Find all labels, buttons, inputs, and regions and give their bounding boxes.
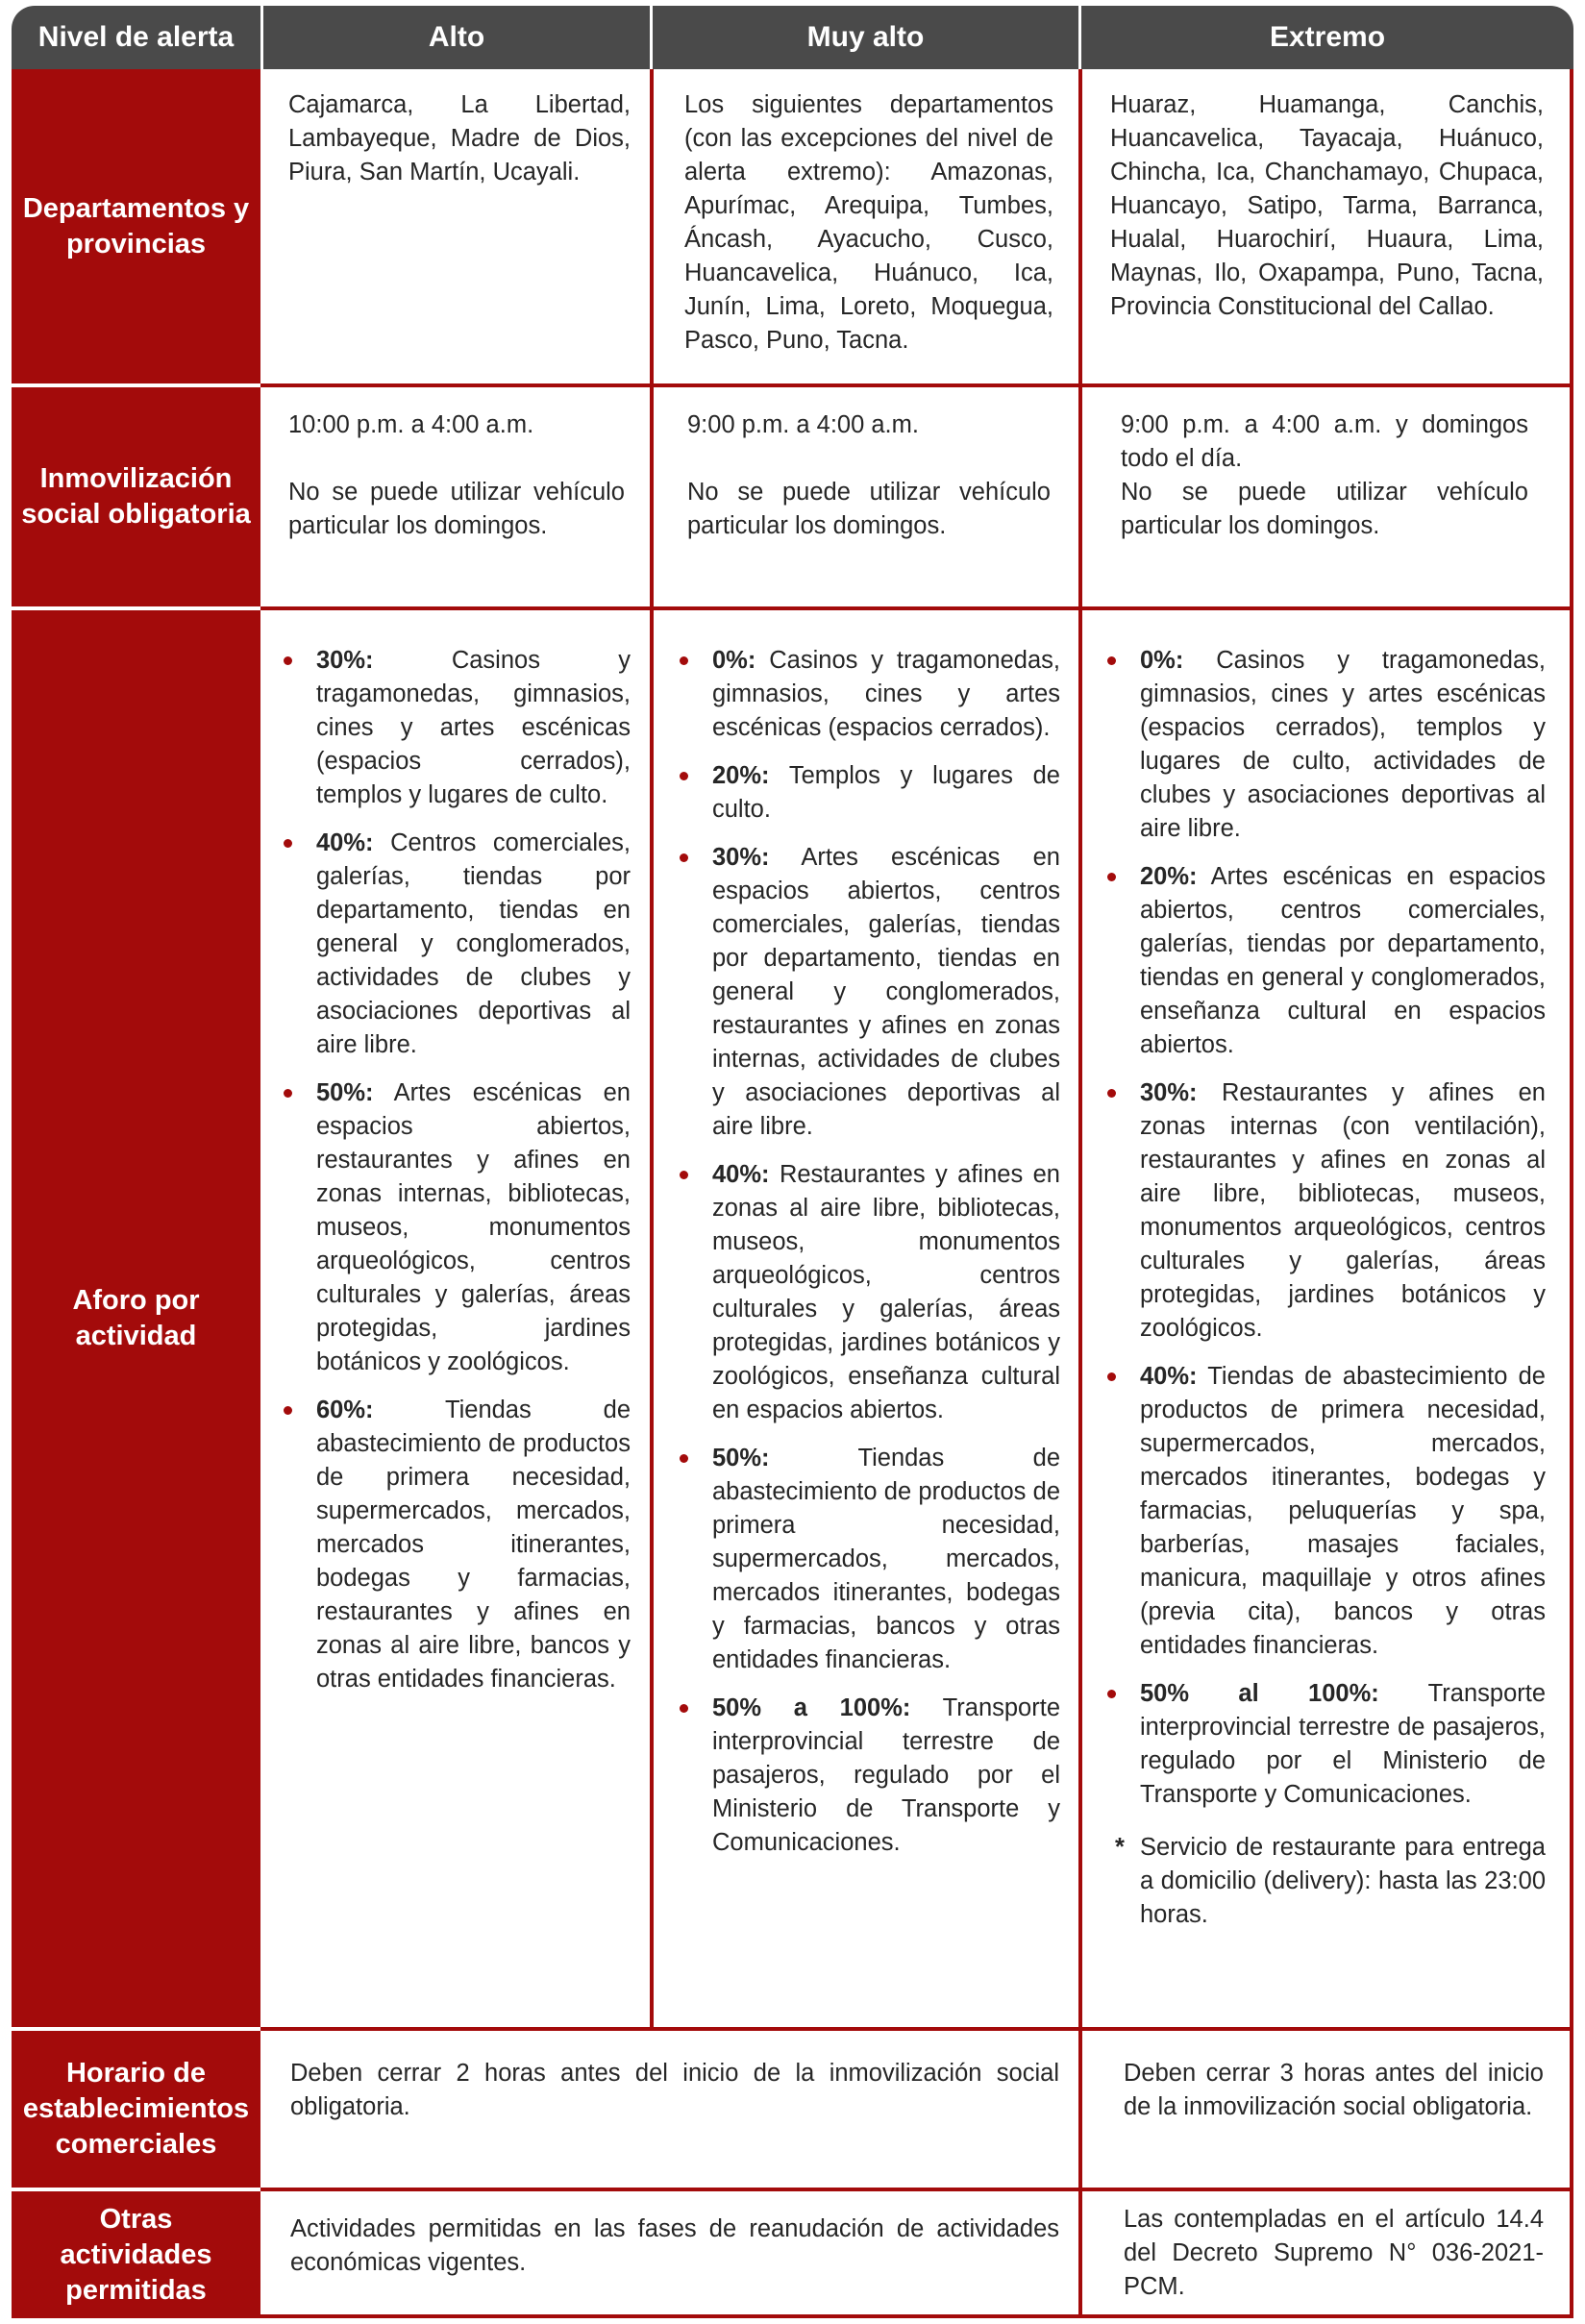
row-divider (260, 2188, 1573, 2191)
header-label: Alto (428, 21, 485, 53)
row-divider (260, 2027, 1573, 2031)
capacity-percentage: 20%: (712, 762, 770, 789)
capacity-item (282, 1076, 631, 1379)
column-divider (1078, 69, 1082, 2027)
row-divider (260, 606, 1573, 610)
capacity-activities: Artes escénicas en espacios abiertos, centros comerciales, galerías, tiendas por departamento, tiendas en general y conglomerados, restaurantes y afines en zonas internas, actividades de clubes y asociaciones deportivas al aire libre. (712, 844, 1060, 1140)
cell-departamentos-extremo (1110, 88, 1544, 324)
capacity-percentage: 30%: (1140, 1079, 1198, 1106)
capacity-list (282, 644, 631, 1696)
capacity-activities: Restaurantes y afines en zonas internas (con ventilación), restaurantes y afines en zonas al aire libre, bibliotecas, museos, monumentos arqueológicos, centros culturales y galerías, áreas protegidas, jardines botánicos y zoológicos. (1140, 1079, 1546, 1342)
curfew-hours: 9:00 p.m. a 4:00 a.m. (687, 411, 919, 438)
row-label-departamentos (12, 69, 260, 383)
column-divider (650, 69, 654, 2027)
capacity-percentage: 20%: (1140, 863, 1198, 890)
capacity-activities: Casinos y tragamonedas, gimnasios, cines y artes escénicas (espacios cerrados), templos y lugares de culto. (316, 647, 631, 808)
curfew-hours: 10:00 p.m. a 4:00 a.m. (288, 411, 534, 438)
capacity-item (678, 1158, 1060, 1427)
cell-text: Cajamarca, La Libertad, Lambayeque, Madre de Dios, Piura, San Martín, Ucayali. (288, 91, 631, 185)
header-alto (263, 6, 650, 69)
delivery-note-text: Servicio de restaurante para entrega a domicilio (delivery): hasta las 23:00 horas. (1140, 1834, 1546, 1928)
row-divider (260, 383, 1573, 387)
asterisk-mark: * (1115, 1834, 1125, 1861)
capacity-item (678, 759, 1060, 827)
cell-horario-alto-muy-alto (290, 2057, 1059, 2124)
capacity-percentage: 50%: (712, 1445, 770, 1471)
capacity-activities: Casinos y tragamonedas, gimnasios, cines y artes escénicas (espacios cerrados). (712, 647, 1060, 741)
capacity-item (1105, 644, 1546, 846)
capacity-activities: Transporte interprovincial terrestre de pasajeros, regulado por el Ministerio de Transporte y Comunicaciones. (712, 1694, 1060, 1856)
capacity-item (678, 841, 1060, 1144)
capacity-activities: Transporte interprovincial terrestre de pasajeros, regulado por el Ministerio de Transporte y Comunicaciones. (1140, 1680, 1547, 1808)
cell-departamentos-muy-alto (684, 88, 1053, 358)
header-label: Muy alto (806, 21, 925, 53)
capacity-activities: Artes escénicas en espacios abiertos, restaurantes y afines en zonas internas, bibliotecas, museos, monumentos arqueológicos, centros culturales y galerías, áreas protegidas, jardines botánicos y zoológicos. (316, 1079, 631, 1375)
capacity-activities: Centros comerciales, galerías, tiendas por departamento, tiendas en general y conglomerados, actividades de clubes y asociaciones deportivas al aire libre. (316, 829, 631, 1058)
capacity-percentage: 40%: (712, 1161, 770, 1188)
capacity-percentage: 60%: (316, 1397, 374, 1423)
cell-text: Actividades permitidas en las fases de reanudación de actividades económicas vigentes. (290, 2215, 1059, 2276)
alert-levels-table (12, 6, 1573, 2318)
header-label: Extremo (1269, 21, 1386, 53)
row-label-text: Horario de establecimientos comerciales (22, 2058, 250, 2160)
cell-text: Huaraz, Huamanga, Canchis, Huancavelica, Tayacaja, Huánuco, Chincha, Ica, Chanchamayo, Chupaca, Huancayo, Satipo, Tarma, Barranca, Hualal, Huarochirí, Huaura, Lima, Maynas, Ilo, Oxapampa, Puno, Tacna, Provincia Constitucional del Callao. (1110, 91, 1544, 320)
capacity-item (1105, 1360, 1546, 1663)
row-label-inmovilizacion (12, 387, 260, 606)
cell-inmovilizacion-extremo (1121, 408, 1528, 543)
row-label-horario (12, 2031, 260, 2188)
capacity-activities: Templos y lugares de culto. (712, 762, 1060, 823)
cell-text: Las contempladas en el artículo 14.4 del Decreto Supremo N° 036-2021-PCM. (1124, 2206, 1544, 2300)
capacity-item (678, 1442, 1060, 1677)
capacity-item (1105, 860, 1546, 1062)
capacity-item (1105, 1677, 1546, 1812)
capacity-activities: Tiendas de abastecimiento de productos de primera necesidad, supermercados, mercados, mercados itinerantes, bodegas y farmacias, bancos y otras entidades financieras. (712, 1445, 1060, 1673)
row-label-aforo (12, 610, 260, 2027)
capacity-percentage: 50% a 100%: (712, 1694, 911, 1721)
capacity-percentage: 30%: (316, 647, 374, 674)
cell-inmovilizacion-alto (288, 408, 625, 543)
capacity-percentage: 0%: (1140, 647, 1184, 674)
capacity-activities: Casinos y tragamonedas, gimnasios, cines y artes escénicas (espacios cerrados), templos y lugares de culto, actividades de clubes y asociaciones deportivas al aire libre. (1140, 647, 1546, 842)
capacity-item (282, 644, 631, 812)
cell-text: Los siguientes departamentos (con las excepciones del nivel de alerta extremo): Amazonas, Apurímac, Arequipa, Tumbes, Áncash, Ayacucho, Cusco, Huancavelica, Huánuco, Ica, Junín, Lima, Loreto, Moquegua, Pasco, Puno, Tacna. (684, 91, 1053, 354)
column-divider (1078, 2031, 1082, 2318)
header-extremo (1081, 6, 1573, 69)
capacity-percentage: 40%: (316, 829, 374, 856)
cell-aforo-extremo (1105, 644, 1546, 1932)
cell-otras-extremo (1124, 2203, 1544, 2304)
capacity-activities: Tiendas de abastecimiento de productos de primera necesidad, supermercados, mercados, mercados itinerantes, bodegas y farmacias, peluquerías y spa, barberías, masajes faciales, manicura, maquillaje y otros afines (previa cita), bancos y otras entidades financieras. (1140, 1363, 1546, 1659)
row-label-text: Inmovilización social obligatoria (21, 463, 251, 530)
capacity-percentage: 0%: (712, 647, 756, 674)
capacity-list (1105, 644, 1546, 1812)
capacity-item (678, 644, 1060, 745)
cell-text: Deben cerrar 3 horas antes del inicio de la inmovilización social obligatoria. (1124, 2060, 1544, 2120)
capacity-item (1105, 1076, 1546, 1346)
header-label: Nivel de alerta (37, 21, 235, 53)
row-label-text: Otras actividades permitidas (60, 2203, 212, 2306)
vehicle-restriction: No se puede utilizar vehículo particular los domingos. (288, 479, 625, 539)
cell-text: Deben cerrar 2 horas antes del inicio de la inmovilización social obligatoria. (290, 2060, 1059, 2120)
delivery-note (1105, 1831, 1546, 1932)
table-right-border (1570, 69, 1573, 2318)
cell-aforo-alto (282, 644, 631, 1711)
capacity-percentage: 50%: (316, 1079, 374, 1106)
header-nivel-de-alerta (12, 6, 260, 69)
capacity-list (678, 644, 1060, 1860)
header-muy-alto (653, 6, 1078, 69)
curfew-hours: 9:00 p.m. a 4:00 a.m. y domingos todo el día. (1121, 411, 1528, 472)
capacity-activities: Restaurantes y afines en zonas al aire libre, bibliotecas, museos, monumentos arqueológicos, centros culturales y galerías, áreas protegidas, jardines botánicos y zoológicos, enseñanza cultural en espacios abiertos. (712, 1161, 1060, 1423)
capacity-percentage: 30%: (712, 844, 770, 871)
capacity-item (282, 827, 631, 1062)
cell-otras-alto-muy-alto (290, 2213, 1059, 2280)
row-label-text: Aforo por actividad (72, 1285, 200, 1351)
cell-departamentos-alto (288, 88, 631, 189)
capacity-percentage: 50% al 100%: (1140, 1680, 1379, 1707)
capacity-activities: Tiendas de abastecimiento de productos de primera necesidad, supermercados, mercados, mercados itinerantes, bodegas y farmacias, restaurantes y afines en zonas al aire libre, bancos y otras entidades financieras. (316, 1397, 631, 1693)
capacity-item (282, 1394, 631, 1696)
capacity-percentage: 40%: (1140, 1363, 1198, 1390)
row-label-otras (12, 2191, 260, 2318)
cell-inmovilizacion-muy-alto (687, 408, 1051, 543)
capacity-activities: Artes escénicas en espacios abiertos, centros comerciales, galerías, tiendas por departamento, tiendas en general y conglomerados, enseñanza cultural en espacios abiertos. (1140, 863, 1547, 1058)
cell-aforo-muy-alto (678, 644, 1060, 1874)
table-bottom-border (260, 2314, 1573, 2318)
cell-horario-extremo (1124, 2057, 1544, 2124)
row-label-text: Departamentos y provincias (22, 192, 250, 260)
capacity-item (678, 1692, 1060, 1860)
vehicle-restriction: No se puede utilizar vehículo particular los domingos. (687, 479, 1051, 539)
vehicle-restriction: No se puede utilizar vehículo particular los domingos. (1121, 479, 1528, 539)
